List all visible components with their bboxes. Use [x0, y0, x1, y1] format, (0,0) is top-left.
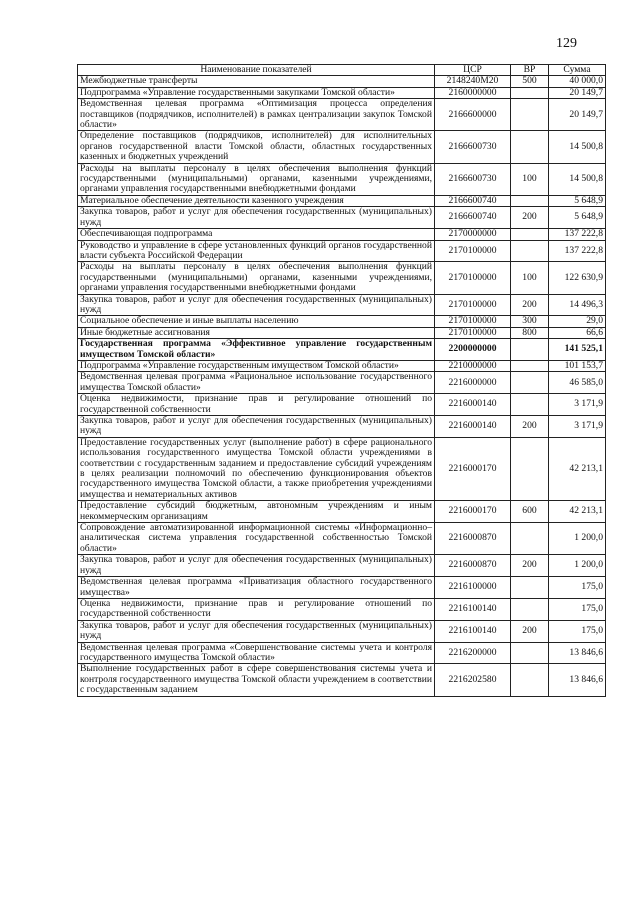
row-csr: 2216100000 [435, 577, 511, 599]
row-vr [511, 642, 549, 664]
row-vr: 100 [511, 163, 549, 195]
row-csr: 2170100000 [435, 240, 511, 262]
table-row [78, 163, 606, 195]
row-name: Государственная программа «Эффективное управление государственным имуществом Томской области» [78, 339, 435, 361]
row-sum: 66,6 [549, 327, 606, 338]
row-csr: 2216000140 [435, 394, 511, 416]
row-vr [511, 87, 549, 98]
row-vr [511, 339, 549, 361]
row-name: Обеспечивающая подпрограмма [78, 229, 435, 240]
row-csr: 2216100140 [435, 620, 511, 642]
row-vr [511, 99, 549, 131]
row-vr [511, 229, 549, 240]
row-csr: 2216000000 [435, 372, 511, 394]
row-sum: 13 846,6 [549, 642, 606, 664]
row-sum: 122 630,9 [549, 262, 606, 294]
table-row [78, 620, 606, 642]
row-sum: 46 585,0 [549, 372, 606, 394]
row-name: Подпрограмма «Управление государственными закупками Томской области» [78, 87, 435, 98]
table-row [78, 523, 606, 555]
table-row [78, 262, 606, 294]
row-csr: 2170100000 [435, 294, 511, 316]
row-name: Социальное обеспечение и иные выплаты населению [78, 316, 435, 327]
row-sum: 20 149,7 [549, 99, 606, 131]
header-sum: Сумма [549, 65, 606, 76]
table-row [78, 316, 606, 327]
row-sum: 3 171,9 [549, 416, 606, 438]
table-row [78, 664, 606, 696]
row-sum: 14 496,3 [549, 294, 606, 316]
table-row [78, 131, 606, 163]
table-row [78, 642, 606, 664]
row-csr: 2216202580 [435, 664, 511, 696]
row-name: Руководство и управление в сфере установленных функций органов государственной власти субъекта Российской Федерации [78, 240, 435, 262]
table-row [78, 76, 606, 87]
row-name: Расходы на выплаты персоналу в целях обеспечения выполнения функций государственными (муниципальными) органами, казенными учреждениями, органами управления государственными внебюджетными фондами [78, 262, 435, 294]
row-sum: 13 846,6 [549, 664, 606, 696]
table-row [78, 240, 606, 262]
row-csr: 2216000870 [435, 555, 511, 577]
row-name: Предоставление государственных услуг (выполнение работ) в сфере рационального использования государственного имущества Томской области учреждениями в соответствии с государственным заданием и предоставление субсидий учреждениям в целях реализации полномочий по обеспечению функционирования объектов государственного имущества Томской области, а также приобретения учреждениями имущества и нематериальных активов [78, 437, 435, 500]
row-name: Иные бюджетные ассигнования [78, 327, 435, 338]
table-row [78, 501, 606, 523]
row-vr: 800 [511, 327, 549, 338]
row-name: Материальное обеспечение деятельности казенного учреждения [78, 195, 435, 206]
table-row [78, 598, 606, 620]
row-csr: 2170100000 [435, 327, 511, 338]
row-sum: 1 200,0 [549, 555, 606, 577]
row-csr: 2166600730 [435, 163, 511, 195]
row-name: Оценка недвижимости, признание прав и регулирование отношений по государственной собственности [78, 394, 435, 416]
row-sum: 5 648,9 [549, 195, 606, 206]
table-row [78, 327, 606, 338]
row-sum: 5 648,9 [549, 207, 606, 229]
table-row [78, 229, 606, 240]
table-row [78, 437, 606, 500]
row-vr [511, 240, 549, 262]
row-vr [511, 372, 549, 394]
row-name: Предоставление субсидий бюджетным, автономным учреждениям и иным некоммерческим организациям [78, 501, 435, 523]
row-name: Расходы на выплаты персоналу в целях обеспечения выполнения функций государственными (муниципальными) органами, казенными учреждениями, органами управления государственными внебюджетными фондами [78, 163, 435, 195]
row-csr: 2216000170 [435, 437, 511, 500]
row-sum: 101 153,7 [549, 360, 606, 371]
row-name: Ведомственная целевая программа «Совершенствование системы учета и контроля государственного имущества Томской области» [78, 642, 435, 664]
row-vr [511, 131, 549, 163]
row-csr: 2170100000 [435, 316, 511, 327]
row-csr: 2166600740 [435, 207, 511, 229]
row-vr [511, 523, 549, 555]
table-row [78, 360, 606, 371]
row-vr: 200 [511, 620, 549, 642]
row-vr: 200 [511, 207, 549, 229]
row-csr: 2216000140 [435, 416, 511, 438]
row-sum: 175,0 [549, 577, 606, 599]
table-header-row [78, 65, 606, 76]
row-name: Выполнение государственных работ в сфере совершенствования системы учета и контроля государственного имущества Томской области учреждением в соответствии с государственным заданием [78, 664, 435, 696]
table-row [78, 577, 606, 599]
table-row [78, 555, 606, 577]
row-vr: 200 [511, 416, 549, 438]
row-sum: 137 222,8 [549, 240, 606, 262]
row-name: Закупка товаров, работ и услуг для обеспечения государственных (муниципальных) нужд [78, 294, 435, 316]
table-row [78, 294, 606, 316]
row-sum: 40 000,0 [549, 76, 606, 87]
row-vr [511, 598, 549, 620]
table-row [78, 372, 606, 394]
table-row [78, 394, 606, 416]
row-name: Подпрограмма «Управление государственным имуществом Томской области» [78, 360, 435, 371]
row-sum: 42 213,1 [549, 501, 606, 523]
row-csr: 2216000870 [435, 523, 511, 555]
row-vr [511, 437, 549, 500]
row-vr [511, 394, 549, 416]
row-vr [511, 664, 549, 696]
row-csr: 2200000000 [435, 339, 511, 361]
row-sum: 175,0 [549, 620, 606, 642]
row-vr [511, 577, 549, 599]
row-csr: 2216200000 [435, 642, 511, 664]
table-row [78, 207, 606, 229]
row-name: Закупка товаров, работ и услуг для обеспечения государственных (муниципальных) нужд [78, 620, 435, 642]
row-name: Сопровождение автоматизированной информационной системы «Информационно–аналитическая система управления государственной собственностью Томской области» [78, 523, 435, 555]
row-vr: 200 [511, 555, 549, 577]
header-vr: ВР [511, 65, 549, 76]
row-name: Ведомственная целевая программа «Рациональное использование государственного имущества Томской области» [78, 372, 435, 394]
row-vr [511, 360, 549, 371]
page-number: 129 [556, 36, 577, 51]
row-sum: 20 149,7 [549, 87, 606, 98]
row-sum: 1 200,0 [549, 523, 606, 555]
row-sum: 141 525,1 [549, 339, 606, 361]
row-csr: 2166600000 [435, 99, 511, 131]
row-name: Ведомственная целевая программа «Приватизация областного государственного имущества» [78, 577, 435, 599]
row-vr: 200 [511, 294, 549, 316]
row-name: Ведомственная целевая программа «Оптимизация процесса определения поставщиков (подрядчиков, исполнителей) в рамках централизации закупок Томской области» [78, 99, 435, 131]
row-vr: 600 [511, 501, 549, 523]
row-vr: 300 [511, 316, 549, 327]
row-name: Закупка товаров, работ и услуг для обеспечения государственных (муниципальных) нужд [78, 416, 435, 438]
table-row [78, 87, 606, 98]
row-csr: 2166600740 [435, 195, 511, 206]
header-csr: ЦСР [435, 65, 511, 76]
header-name: Наименование показателей [78, 65, 435, 76]
row-csr: 2170000000 [435, 229, 511, 240]
row-vr: 100 [511, 262, 549, 294]
table-row [78, 195, 606, 206]
row-name: Определение поставщиков (подрядчиков, исполнителей) для исполнительных органов государственной власти Томской области, областных государственных казенных и бюджетных учреждений [78, 131, 435, 163]
row-csr: 2160000000 [435, 87, 511, 98]
row-name: Оценка недвижимости, признание прав и регулирование отношений по государственной собственности [78, 598, 435, 620]
table-row [78, 99, 606, 131]
row-sum: 29,0 [549, 316, 606, 327]
row-sum: 3 171,9 [549, 394, 606, 416]
row-sum: 175,0 [549, 598, 606, 620]
row-sum: 137 222,8 [549, 229, 606, 240]
row-sum: 42 213,1 [549, 437, 606, 500]
row-name: Межбюджетные трансферты [78, 76, 435, 87]
row-sum: 14 500,8 [549, 163, 606, 195]
row-vr [511, 195, 549, 206]
table-row-program-total [78, 339, 606, 361]
row-csr: 2210000000 [435, 360, 511, 371]
row-csr: 2148240М20 [435, 76, 511, 87]
row-csr: 2166600730 [435, 131, 511, 163]
row-csr: 2216100140 [435, 598, 511, 620]
row-sum: 14 500,8 [549, 131, 606, 163]
row-name: Закупка товаров, работ и услуг для обеспечения государственных (муниципальных) нужд [78, 207, 435, 229]
row-vr: 500 [511, 76, 549, 87]
row-csr: 2170100000 [435, 262, 511, 294]
row-csr: 2216000170 [435, 501, 511, 523]
row-name: Закупка товаров, работ и услуг для обеспечения государственных (муниципальных) нужд [78, 555, 435, 577]
table-row [78, 416, 606, 438]
budget-table [77, 64, 606, 697]
